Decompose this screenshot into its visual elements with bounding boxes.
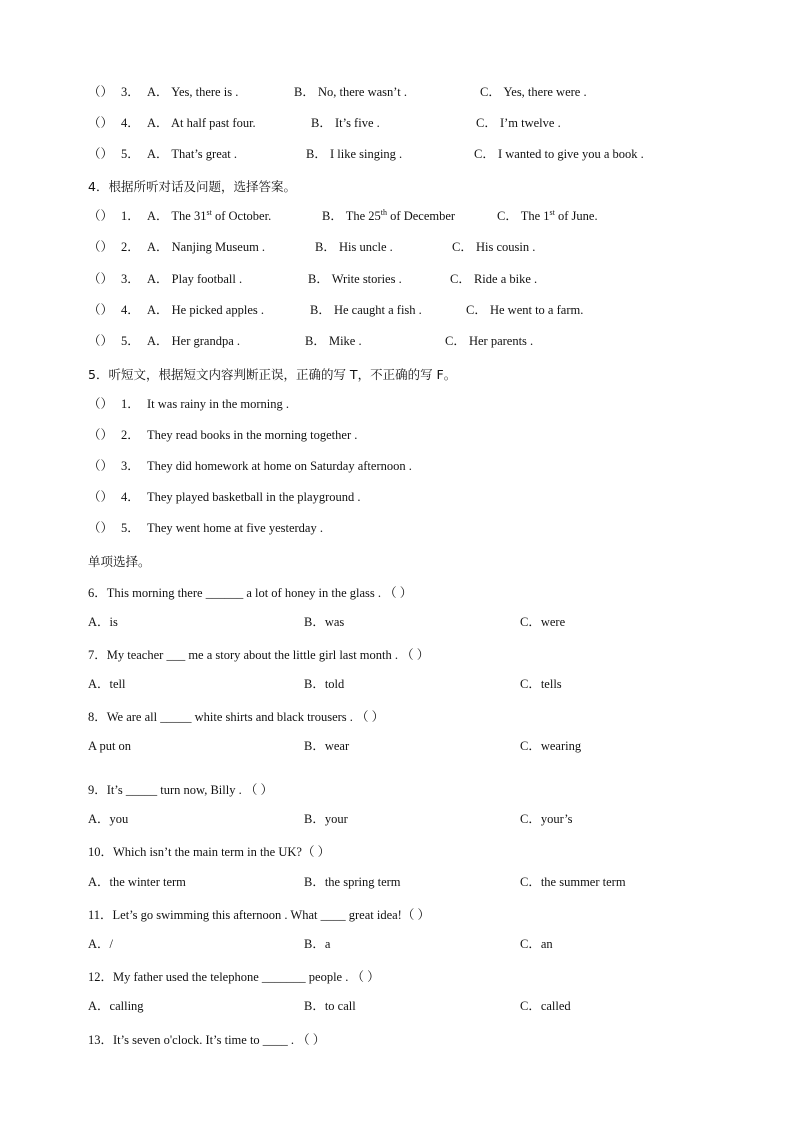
option-c: C．an	[520, 937, 553, 951]
option-c: C． His cousin .	[452, 240, 536, 254]
answer-bracket: （）	[88, 459, 114, 473]
option-a: A．calling	[88, 999, 144, 1013]
option-c: C． Ride a bike .	[450, 272, 538, 286]
answer-bracket: （）	[88, 116, 114, 130]
option-a: A put on	[88, 739, 132, 753]
option-a: A． He picked apples .	[147, 303, 264, 317]
item-number: 5．	[121, 334, 140, 348]
question-13: 13．It’s seven o'clock. It’s time to ____ . （ ）	[88, 1033, 326, 1047]
option-b: B．the spring term	[304, 875, 401, 889]
option-b: B．told	[304, 677, 345, 691]
option-c: C．your’s	[520, 812, 573, 826]
option-c: C． He went to a farm.	[466, 303, 584, 317]
answer-bracket: （）	[88, 303, 114, 317]
option-b: B． I like singing .	[306, 147, 403, 161]
option-c: C．called	[520, 999, 571, 1013]
item-number: 3．	[121, 459, 140, 473]
section-4-title: 4．根据所听对话及问题，选择答案。	[88, 179, 296, 194]
option-c: C． Her parents .	[445, 334, 534, 348]
option-b: B． No, there wasn’t .	[294, 85, 407, 99]
question-7: 7．My teacher ___ me a story about the little girl last month . （ ）	[88, 648, 430, 662]
option-a: A． That’s great .	[147, 147, 238, 161]
item-number: 1．	[121, 209, 140, 223]
option-a: A．tell	[88, 677, 126, 691]
option-b: B． It’s five .	[311, 116, 380, 130]
answer-bracket: （）	[88, 85, 114, 99]
option-c: C．tells	[520, 677, 562, 691]
answer-bracket: （）	[88, 209, 114, 223]
option-c: C．wearing	[520, 739, 582, 753]
answer-bracket: （）	[88, 334, 114, 348]
option-a: A．/	[88, 937, 114, 951]
question-6: 6．This morning there ______ a lot of honey in the glass . （ ）	[88, 586, 413, 600]
statement: It was rainy in the morning .	[147, 397, 289, 411]
option-b: B．a	[304, 937, 331, 951]
option-c: C．the summer term	[520, 875, 626, 889]
answer-bracket: （）	[88, 240, 114, 254]
option-b: B．to call	[304, 999, 356, 1013]
option-b: B．was	[304, 615, 345, 629]
option-c: C． Yes, there were .	[480, 85, 587, 99]
option-c: C． The 1st of June.	[497, 208, 598, 223]
option-b: B． His uncle .	[315, 240, 393, 254]
option-a: A． The 31st of October.	[147, 208, 272, 223]
item-number: 2．	[121, 428, 140, 442]
item-number: 4．	[121, 116, 140, 130]
option-b: B．wear	[304, 739, 350, 753]
item-number: 4．	[121, 490, 140, 504]
option-b: B． He caught a fish .	[310, 303, 422, 317]
option-c: C．were	[520, 615, 566, 629]
statement: They did homework at home on Saturday afternoon .	[147, 459, 412, 473]
statement: They played basketball in the playground .	[147, 490, 361, 504]
option-b: B．your	[304, 812, 348, 826]
answer-bracket: （）	[88, 428, 114, 442]
item-number: 4．	[121, 303, 140, 317]
option-a: A．you	[88, 812, 129, 826]
option-a: A．the winter term	[88, 875, 186, 889]
item-number: 5．	[121, 521, 140, 535]
option-a: A．is	[88, 615, 118, 629]
option-b: B． Write stories .	[308, 272, 402, 286]
option-a: A． Her grandpa .	[147, 334, 241, 348]
answer-bracket: （）	[88, 490, 114, 504]
item-number: 3．	[121, 85, 140, 99]
option-b: B． Mike .	[305, 334, 362, 348]
option-a: A． At half past four.	[147, 116, 256, 130]
question-12: 12．My father used the telephone _______ people . （ ）	[88, 970, 380, 984]
question-9: 9．It’s _____ turn now, Billy . （ ）	[88, 783, 273, 797]
item-number: 1．	[121, 397, 140, 411]
option-a: A． Play football .	[147, 272, 243, 286]
item-number: 3．	[121, 272, 140, 286]
answer-bracket: （）	[88, 397, 114, 411]
option-b: B． The 25th of December	[322, 208, 456, 223]
single-choice-title: 单项选择。	[88, 554, 151, 569]
statement: They read books in the morning together .	[147, 428, 358, 442]
item-number: 5．	[121, 147, 140, 161]
option-a: A． Yes, there is .	[147, 85, 239, 99]
question-8: 8．We are all _____ white shirts and black trousers . （ ）	[88, 710, 385, 724]
option-c: C． I wanted to give you a book .	[474, 147, 644, 161]
option-c: C． I’m twelve .	[476, 116, 561, 130]
option-a: A． Nanjing Museum .	[147, 240, 266, 254]
statement: They went home at five yesterday .	[147, 521, 323, 535]
item-number: 2．	[121, 240, 140, 254]
question-10: 10．Which isn’t the main term in the UK?（ ）	[88, 845, 331, 859]
answer-bracket: （）	[88, 272, 114, 286]
answer-bracket: （）	[88, 521, 114, 535]
answer-bracket: （）	[88, 147, 114, 161]
question-11: 11．Let’s go swimming this afternoon . What ____ great idea!（ ）	[88, 908, 430, 922]
section-5-title: 5．听短文，根据短文内容判断正误，正确的写 T，不正确的写 F。	[88, 367, 457, 382]
